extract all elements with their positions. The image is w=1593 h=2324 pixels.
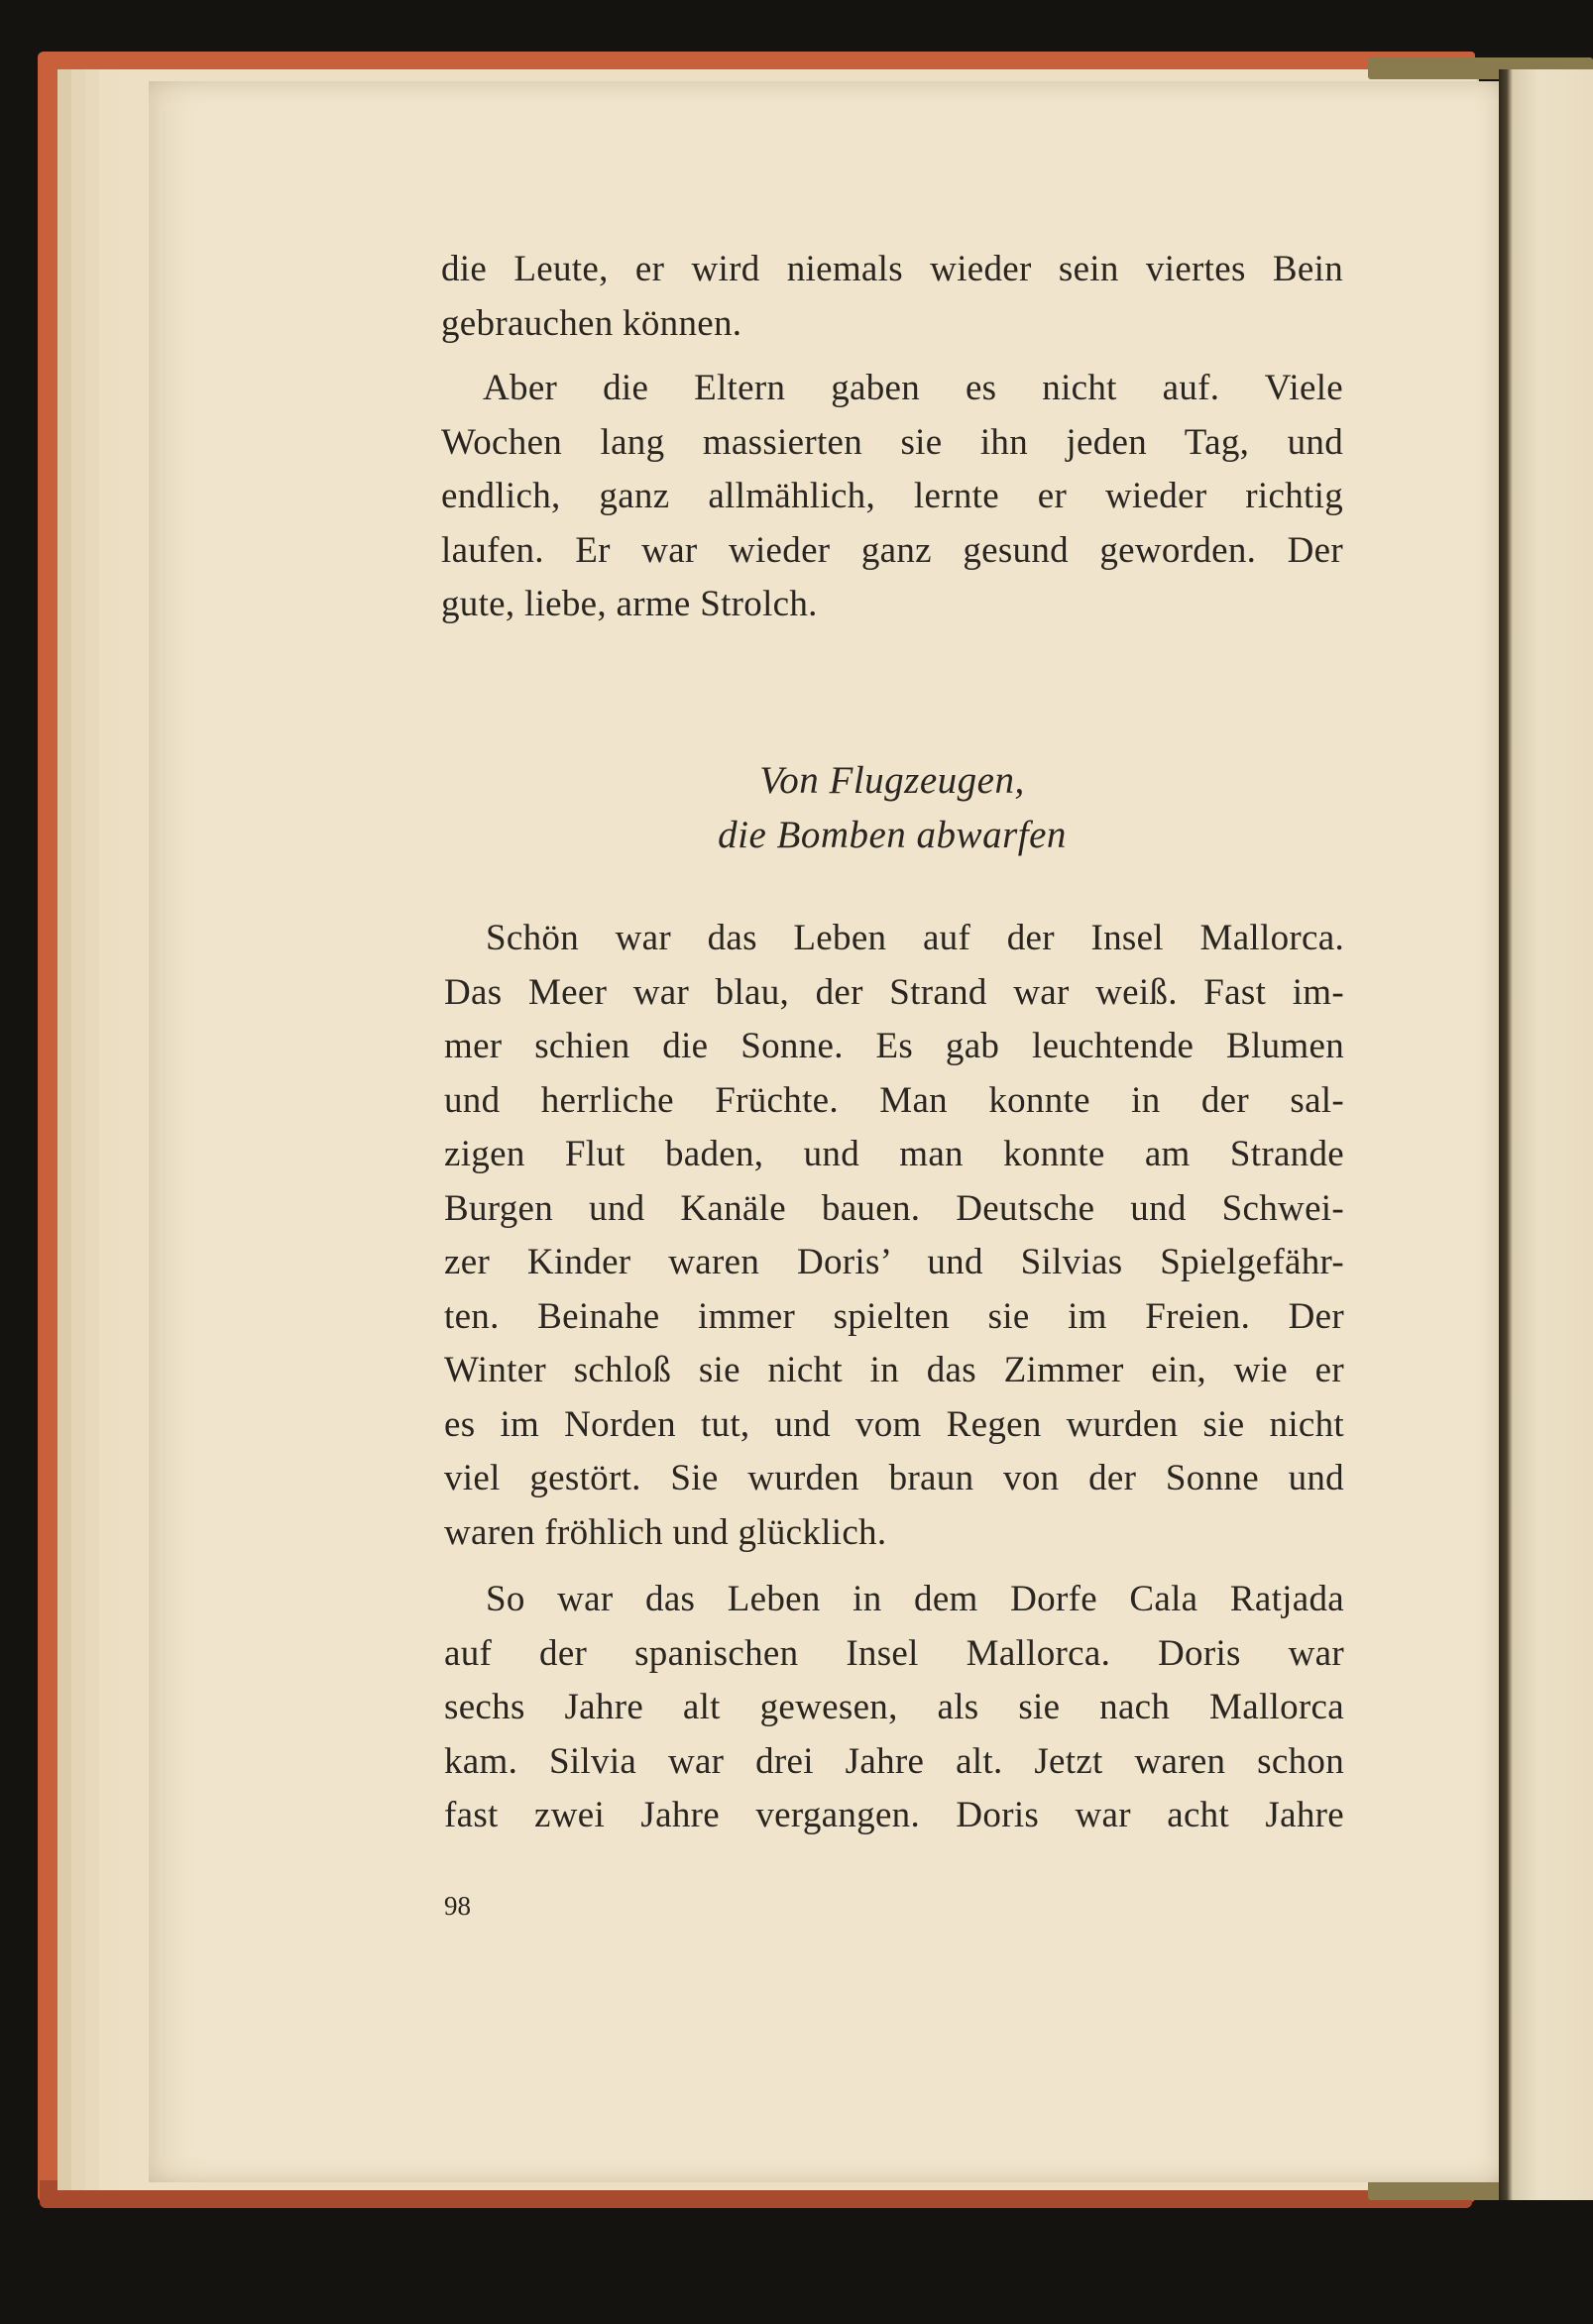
text-line: mer schien die Sonne. Es gab leuchtende Blumen [444, 1026, 1344, 1066]
text-line: zigen Flut baden, und man konnte am Strande [444, 1134, 1344, 1174]
book-gutter [1499, 69, 1593, 2200]
text-line: waren fröhlich und glücklich. [444, 1511, 887, 1553]
text-line: Schön war das Leben auf der Insel Mallorca. [486, 918, 1344, 958]
paragraph [441, 243, 1343, 351]
text-line: Wochen lang massierten sie ihn jeden Tag, und [441, 421, 1343, 463]
text-line: endlich, ganz allmählich, lernte er wieder richtig [441, 476, 1343, 516]
text-line: fast zwei Jahre vergangen. Doris war acht Jahre [444, 1795, 1344, 1835]
text-line: auf der spanischen Insel Mallorca. Doris war [444, 1632, 1344, 1674]
page-number: 98 [444, 1891, 471, 1921]
text-line: Das Meer war blau, der Strand war weiß. Fast im- [444, 971, 1344, 1013]
chapter-heading [441, 753, 1343, 862]
text-line: kam. Silvia war drei Jahre alt. Jetzt waren schon [444, 1740, 1344, 1782]
paragraph [444, 912, 1344, 1560]
text-line: Winter schloß sie nicht in das Zimmer ein, wie er [444, 1350, 1344, 1390]
text-line: Burgen und Kanäle bauen. Deutsche und Schwei- [444, 1187, 1344, 1229]
text-line: gebrauchen können. [441, 302, 742, 344]
chapter-heading-line: Von Flugzeugen, [759, 759, 1025, 802]
top-text [441, 243, 1343, 632]
paragraph [444, 1573, 1344, 1843]
chapter-heading-line: die Bomben abwarfen [718, 814, 1067, 856]
text-line: es im Norden tut, und vom Regen wurden sie nicht [444, 1403, 1344, 1445]
text-line: gute, liebe, arme Strolch. [441, 584, 818, 624]
paragraph [441, 362, 1343, 632]
text-line: Aber die Eltern gaben es nicht auf. Viele [483, 368, 1343, 408]
text-line: ten. Beinahe immer spielten sie im Freien. Der [444, 1295, 1344, 1337]
text-line: sechs Jahre alt gewesen, als sie nach Mallorca [444, 1687, 1344, 1727]
text-line: So war das Leben in dem Dorfe Cala Ratjada [486, 1579, 1344, 1619]
text-line: laufen. Er war wieder ganz gesund geworden. Der [441, 529, 1343, 571]
text-line: und herrliche Früchte. Man konnte in der sal- [444, 1079, 1344, 1121]
chapter-text [444, 912, 1344, 1843]
text-line: viel gestört. Sie wurden braun von der Sonne und [444, 1458, 1344, 1498]
text-line: zer Kinder waren Doris’ und Silvias Spielgefähr- [444, 1242, 1344, 1282]
text-line: die Leute, er wird niemals wieder sein viertes Bein [441, 249, 1343, 289]
